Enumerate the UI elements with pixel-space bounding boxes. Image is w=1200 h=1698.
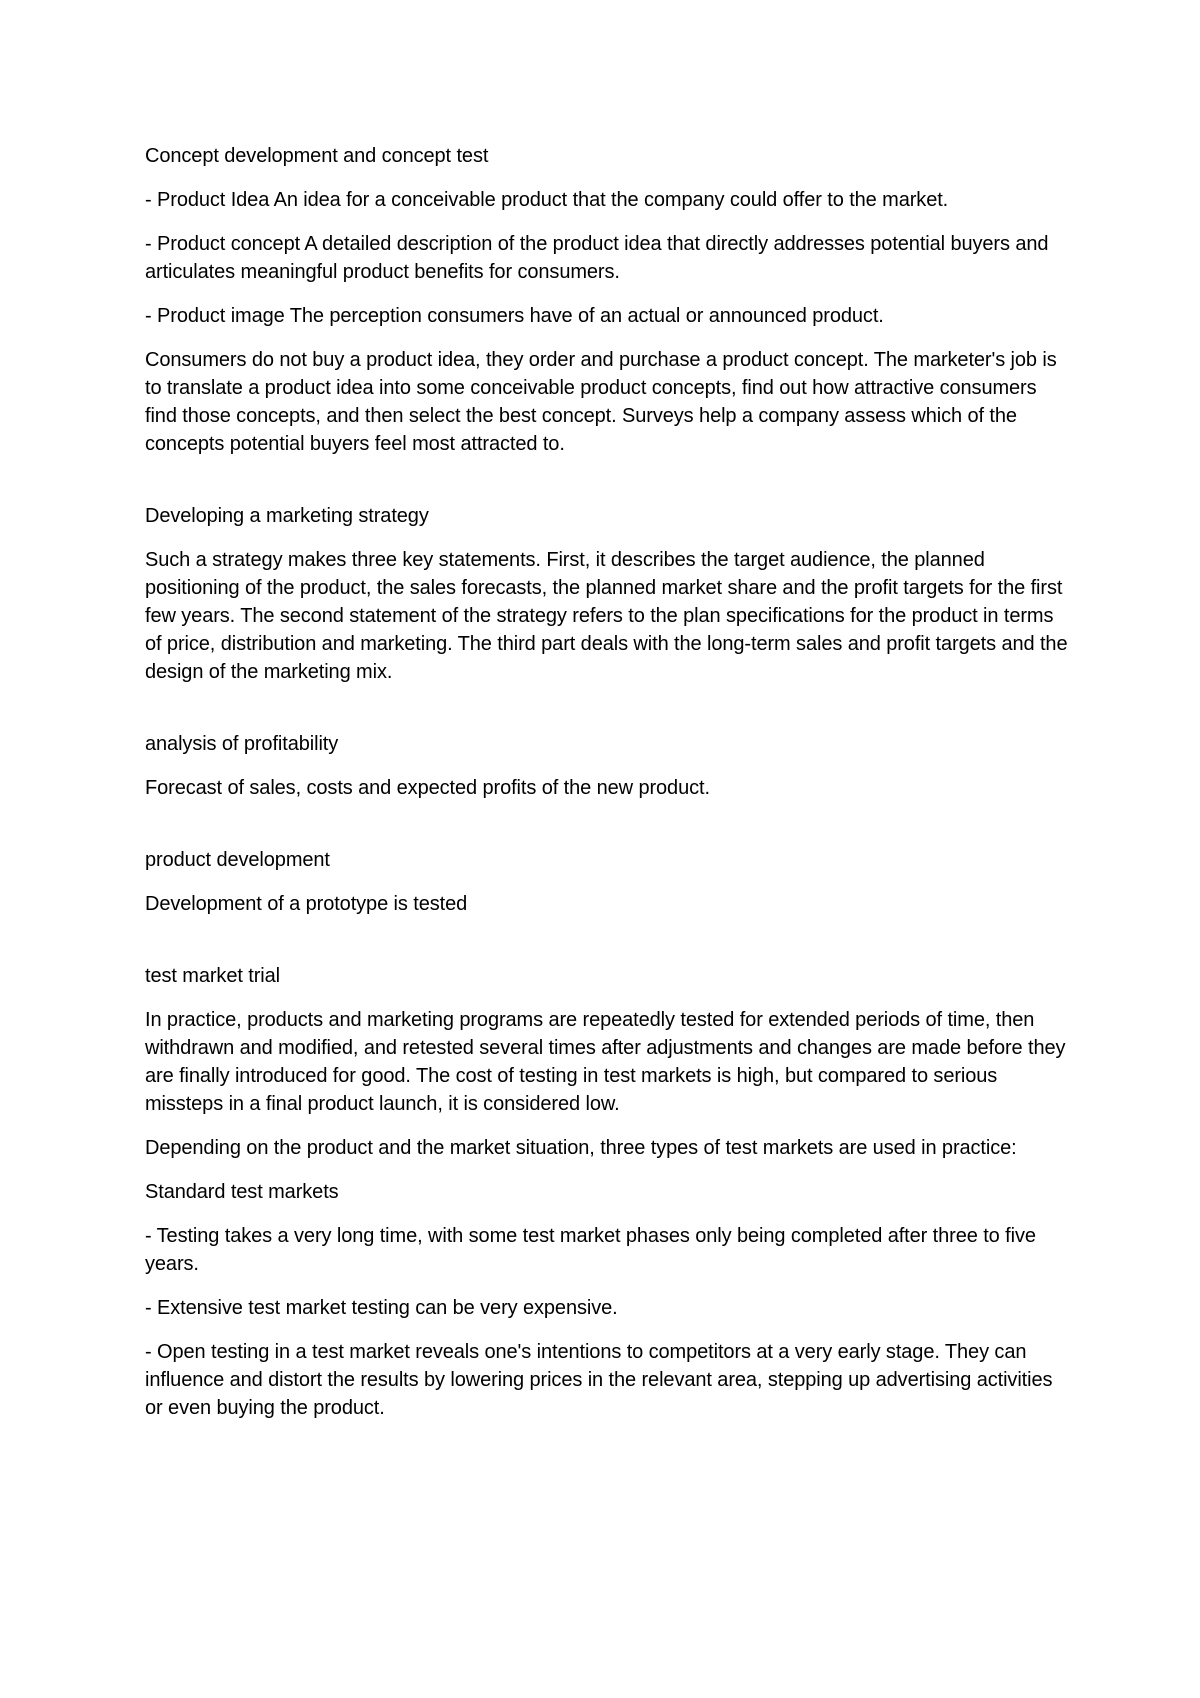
paragraph-test-market-practice: In practice, products and marketing programs are repeatedly tested for extended periods of time, then withdrawn and modified, and retested several times after adjustments and changes are made before they are finally introduced for good. The cost of testing in test markets is high, but compared to serious missteps in a final product launch, it is considered low. [145, 1009, 1066, 1115]
paragraph-product-idea: - Product Idea An idea for a conceivable product that the company could offer to the market. [145, 189, 949, 211]
paragraph-profitability-forecast: Forecast of sales, costs and expected profits of the new product. [145, 777, 710, 799]
paragraph-testing-expensive: - Extensive test market testing can be very expensive. [145, 1297, 618, 1319]
paragraph-standard-test-markets: Standard test markets [145, 1181, 339, 1203]
paragraph-open-testing: - Open testing in a test market reveals one's intentions to competitors at a very early stage. They can influence and distort the results by lowering prices in the relevant area, stepping up advertising activities or even buying the product. [145, 1341, 1053, 1419]
paragraph-consumers-concept: Consumers do not buy a product idea, they order and purchase a product concept. The marketer's job is to translate a product idea into some conceivable product concepts, find out how attractive consumers find those concepts, and then select the best concept. Surveys help a company assess which of the concepts potential buyers feel most attracted to. [145, 349, 1057, 455]
paragraph-product-image: - Product image The perception consumers have of an actual or announced product. [145, 305, 884, 327]
section-heading-test-market: test market trial [145, 965, 280, 987]
paragraph-prototype: Development of a prototype is tested [145, 893, 468, 915]
section-heading-marketing-strategy: Developing a marketing strategy [145, 505, 429, 527]
section-heading-concept-development: Concept development and concept test [145, 145, 489, 167]
paragraph-testing-long-time: - Testing takes a very long time, with some test market phases only being completed after three to five years. [145, 1225, 1036, 1275]
section-heading-product-development: product development [145, 849, 330, 871]
paragraph-test-market-types: Depending on the product and the market situation, three types of test markets are used in practice: [145, 1137, 1017, 1159]
paragraph-product-concept: - Product concept A detailed description of the product idea that directly addresses potential buyers and articulates meaningful product benefits for consumers. [145, 233, 1049, 283]
paragraph-strategy-statements: Such a strategy makes three key statements. First, it describes the target audience, the planned positioning of the product, the sales forecasts, the planned market share and the profit targets for the first few years. The second statement of the strategy refers to the plan specifications for the product in terms of price, distribution and marketing. The third part deals with the long-term sales and profit targets and the design of the marketing mix. [145, 549, 1068, 683]
document-page [145, 142, 1070, 1438]
section-heading-profitability: analysis of profitability [145, 733, 339, 755]
